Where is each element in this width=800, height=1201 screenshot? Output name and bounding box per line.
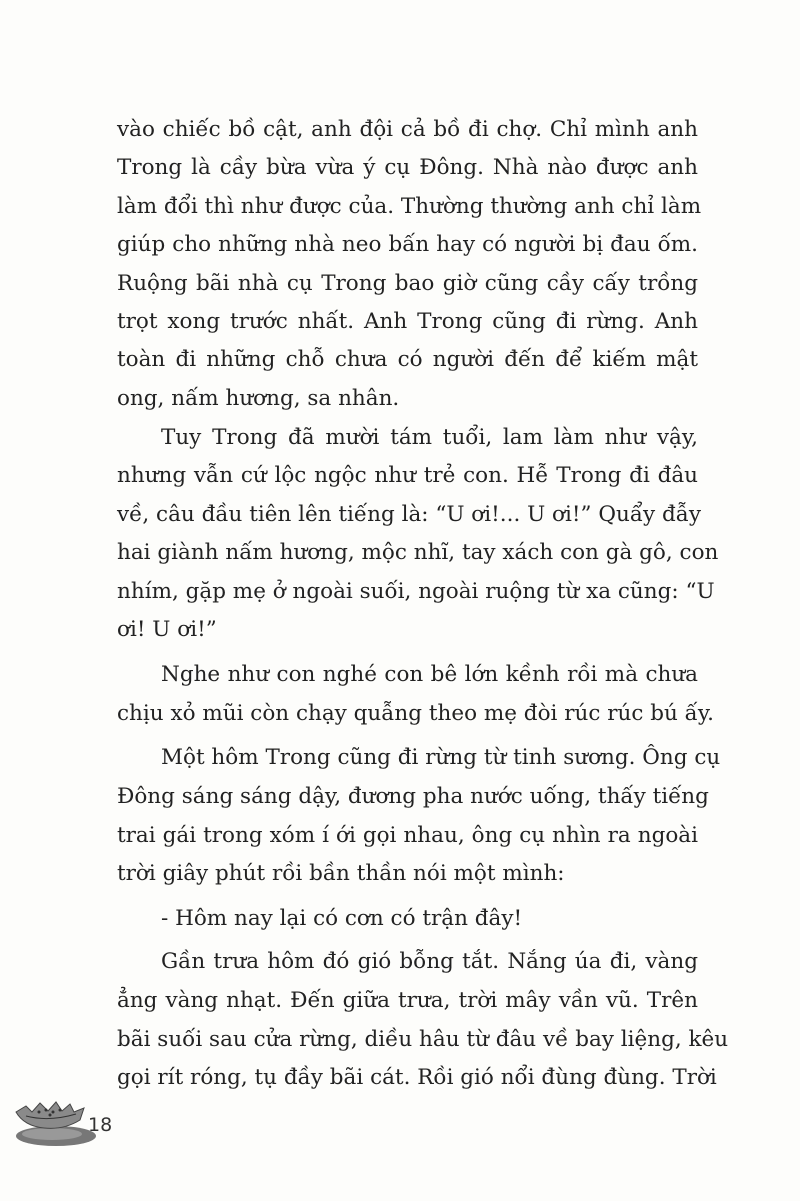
text-line: gọi rít róng, tụ đầy bãi cát. Rồi gió nổi đùng đùng. Trời (117, 1065, 717, 1090)
text-line: Gần trưa hôm đó gió bỗng tắt. Nắng úa đi, vàng (161, 949, 698, 974)
text-line: - Hôm nay lại có cơn có trận đây! (161, 906, 523, 931)
text-line: toàn đi những chỗ chưa có người đến để kiếm mật (117, 347, 698, 372)
text-line: trọt xong trước nhất. Anh Trong cũng đi rừng. Anh (117, 309, 698, 334)
text-line: hai giành nấm hương, mộc nhĩ, tay xách con gà gô, con (117, 540, 719, 565)
text-line: trời giây phút rồi bần thần nói một mình: (117, 861, 565, 886)
text-line: trai gái trong xóm í ới gọi nhau, ông cụ nhìn ra ngoài (117, 823, 698, 848)
text-line: Một hôm Trong cũng đi rừng từ tinh sương. Ông cụ (161, 745, 721, 770)
text-line: làm đổi thì như được của. Thường thường anh chỉ làm (117, 194, 702, 219)
text-line: ơi! U ơi!” (117, 617, 217, 642)
text-line: nhím, gặp mẹ ở ngoài suối, ngoài ruộng từ xa cũng: “U (117, 579, 715, 604)
text-line: Trong là cầy bừa vừa ý cụ Đông. Nhà nào được anh (117, 155, 698, 180)
text-line: ẳng vàng nhạt. Đến giữa trưa, trời mây vần vũ. Trên (117, 988, 698, 1013)
text-line: chịu xỏ mũi còn chạy quẫng theo mẹ đòi rúc rúc bú ấy. (117, 701, 714, 726)
text-line: bãi suối sau cửa rừng, diều hâu từ đâu về bay liệng, kêu (117, 1027, 729, 1052)
text-line: Nghe như con nghé con bê lớn kềnh rồi mà chưa (161, 662, 698, 687)
text-line: vào chiếc bồ cật, anh đội cả bồ đi chợ. Chỉ mình anh (117, 117, 698, 142)
text-line: ong, nấm hương, sa nhân. (117, 386, 400, 411)
text-line: Tuy Trong đã mười tám tuổi, lam làm như vậy, (161, 425, 698, 450)
text-line: giúp cho những nhà neo bấn hay có người bị đau ốm. (117, 232, 698, 257)
text-line: nhưng vẫn cứ lộc ngộc như trẻ con. Hễ Trong đi đâu (117, 463, 698, 488)
text-line: Ruộng bãi nhà cụ Trong bao giờ cũng cầy cấy trồng (117, 271, 698, 296)
page-number: 18 (88, 1114, 113, 1136)
text-line: về, câu đầu tiên lên tiếng là: “U ơi!... U ơi!” Quẩy đẫy (117, 502, 702, 527)
text-line: Đông sáng sáng dậy, đương pha nước uống, thấy tiếng (117, 784, 709, 809)
